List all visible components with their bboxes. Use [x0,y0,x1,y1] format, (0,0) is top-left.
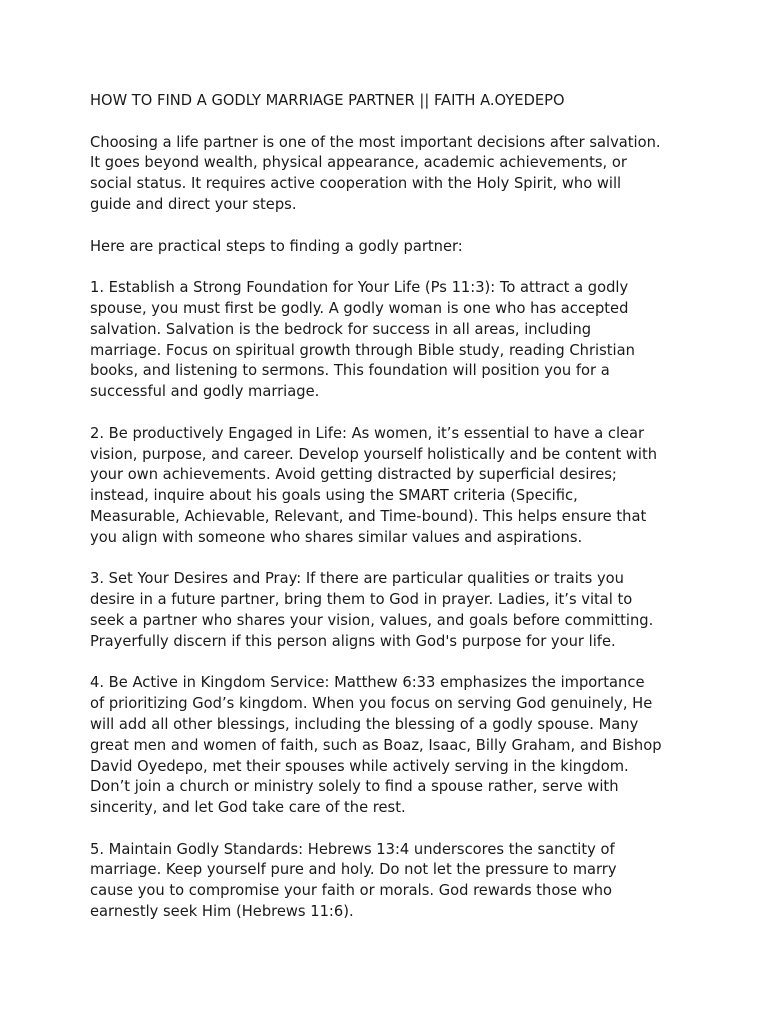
paragraph-line: Don’t join a church or ministry solely to find a spouse rather, serve with [90,778,619,796]
title-text: HOW TO FIND A GODLY MARRIAGE PARTNER || FAITH A.OYEDEPO [90,92,565,109]
step-3-paragraph [90,569,690,652]
intro-paragraph [90,133,690,216]
paragraph-line: you align with someone who shares similar values and aspirations. [90,528,583,546]
paragraph-line: cause you to compromise your faith or morals. God rewards those who [90,882,612,900]
paragraph-line: will add all other blessings, including the blessing of a godly spouse. Many [90,715,639,733]
paragraph-line: 2. Be productively Engaged in Life: As women, it’s essential to have a clear [90,424,645,442]
paragraph-line: your own achievements. Avoid getting distracted by superficial desires; [90,466,617,484]
paragraph-line: vision, purpose, and career. Develop yourself holistically and be content with [90,445,658,463]
paragraph-line: David Oyedepo, met their spouses while actively serving in the kingdom. [90,757,629,775]
paragraph-line: salvation. Salvation is the bedrock for success in all areas, including [90,320,592,338]
step-1-paragraph [90,278,690,403]
step-4-paragraph [90,673,690,819]
paragraph-line: Measurable, Achievable, Relevant, and Time-bound). This helps ensure that [90,507,647,525]
step-5-paragraph [90,840,690,923]
paragraph-line: seek a partner who shares your vision, values, and goals before committing. [90,611,654,629]
paragraph-line: marriage. Focus on spiritual growth through Bible study, reading Christian [90,341,635,359]
paragraph-line: sincerity, and let God take care of the rest. [90,799,406,817]
steps-intro-paragraph [90,237,690,258]
paragraph-line: Prayerfully discern if this person aligns with God's purpose for your life. [90,632,616,650]
paragraph-line: It goes beyond wealth, physical appearance, academic achievements, or [90,154,627,172]
paragraph-line: 4. Be Active in Kingdom Service: Matthew 6:33 emphasizes the importance [90,674,645,692]
step-2-paragraph [90,424,690,549]
paragraph-line: earnestly seek Him (Hebrews 11:6). [90,903,354,921]
paragraph-line: desire in a future partner, bring them to God in prayer. Ladies, it’s vital to [90,591,633,609]
paragraph-line: successful and godly marriage. [90,383,320,401]
paragraph-line: Choosing a life partner is one of the most important decisions after salvation. [90,133,661,151]
paragraph-line: 3. Set Your Desires and Pray: If there are particular qualities or traits you [90,570,624,588]
paragraph-line: of prioritizing God’s kingdom. When you focus on serving God genuinely, He [90,695,653,713]
paragraph-line: marriage. Keep yourself pure and holy. Do not let the pressure to marry [90,861,617,879]
paragraph-line: 1. Establish a Strong Foundation for Your Life (Ps 11:3): To attract a godly [90,279,629,297]
document-page [90,91,690,944]
paragraph-line: instead, inquire about his goals using the SMART criteria (Specific, [90,487,578,505]
paragraph-line: books, and listening to sermons. This foundation will position you for a [90,362,610,380]
document-title [90,91,690,112]
paragraph-line: social status. It requires active cooperation with the Holy Spirit, who will [90,175,622,193]
paragraph-line: great men and women of faith, such as Boaz, Isaac, Billy Graham, and Bishop [90,736,662,754]
paragraph-line: 5. Maintain Godly Standards: Hebrews 13:4 underscores the sanctity of [90,840,615,858]
paragraph-line: guide and direct your steps. [90,195,297,213]
paragraph-line: spouse, you must first be godly. A godly woman is one who has accepted [90,299,629,317]
paragraph-line: Here are practical steps to finding a godly partner: [90,237,463,255]
